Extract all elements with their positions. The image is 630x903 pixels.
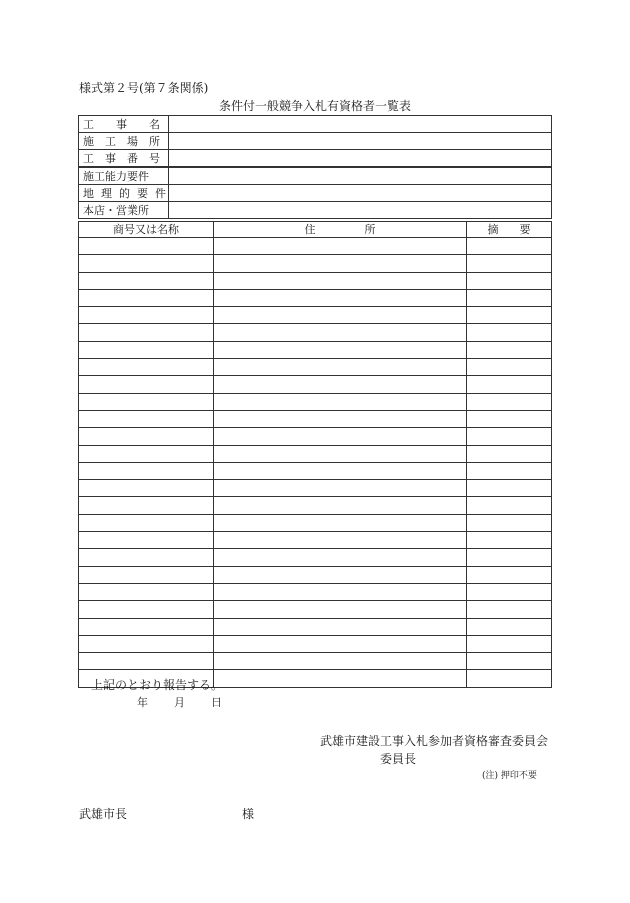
table-row [79, 480, 552, 497]
cell-address[interactable] [214, 428, 467, 445]
cell-address[interactable] [214, 272, 467, 289]
cell-address[interactable] [214, 583, 467, 600]
cell-company-name[interactable] [79, 289, 214, 306]
cell-company-name[interactable] [79, 618, 214, 635]
cell-address[interactable] [214, 653, 467, 670]
cell-address[interactable] [214, 289, 467, 306]
cell-remarks[interactable] [467, 670, 552, 687]
cell-company-name[interactable] [79, 238, 214, 255]
cell-remarks[interactable] [467, 445, 552, 462]
date-line [137, 694, 222, 710]
label-project-name: 工 事 名 [79, 116, 169, 133]
cell-address[interactable] [214, 376, 467, 393]
cell-remarks[interactable] [467, 289, 552, 306]
table-row [79, 566, 552, 583]
cell-address[interactable] [214, 238, 467, 255]
cell-remarks[interactable] [467, 410, 552, 427]
table-row [79, 238, 552, 255]
cell-address[interactable] [214, 359, 467, 376]
cell-remarks[interactable] [467, 255, 552, 272]
cell-remarks[interactable] [467, 238, 552, 255]
table-row [79, 514, 552, 531]
cell-address[interactable] [214, 341, 467, 358]
table-row [79, 462, 552, 479]
value-construction-site[interactable] [169, 133, 552, 150]
cell-company-name[interactable] [79, 566, 214, 583]
table-row [79, 618, 552, 635]
table-row [79, 549, 552, 566]
info-row-project-name [79, 116, 552, 133]
cell-company-name[interactable] [79, 410, 214, 427]
cell-company-name[interactable] [79, 635, 214, 652]
table-row [79, 635, 552, 652]
info-row-construction-site [79, 133, 552, 150]
table-row [79, 583, 552, 600]
cell-address[interactable] [214, 410, 467, 427]
cell-company-name[interactable] [79, 549, 214, 566]
cell-company-name[interactable] [79, 445, 214, 462]
cell-remarks[interactable] [467, 376, 552, 393]
cell-remarks[interactable] [467, 549, 552, 566]
label-office: 本店・営業所 [79, 202, 169, 219]
cell-remarks[interactable] [467, 635, 552, 652]
cell-company-name[interactable] [79, 428, 214, 445]
chairman-title: 委員長 [380, 752, 417, 766]
seal-note: (注) 押印不要 [482, 771, 537, 781]
cell-remarks[interactable] [467, 514, 552, 531]
cell-address[interactable] [214, 670, 467, 687]
cell-remarks[interactable] [467, 566, 552, 583]
cell-address[interactable] [214, 497, 467, 514]
cell-company-name[interactable] [79, 480, 214, 497]
header-address: 住 所 [214, 222, 467, 238]
info-row-capability [79, 167, 552, 185]
cell-company-name[interactable] [79, 583, 214, 600]
cell-address[interactable] [214, 618, 467, 635]
value-project-name[interactable] [169, 116, 552, 133]
cell-remarks[interactable] [467, 341, 552, 358]
table-row [79, 307, 552, 324]
table-row [79, 601, 552, 618]
cell-company-name[interactable] [79, 601, 214, 618]
table-row [79, 497, 552, 514]
table-row [79, 428, 552, 445]
date-year: 年 [137, 696, 148, 709]
cell-company-name[interactable] [79, 359, 214, 376]
cell-remarks[interactable] [467, 307, 552, 324]
label-geographic: 地 理 的 要 件 [79, 185, 169, 202]
value-project-number[interactable] [169, 150, 552, 168]
cell-remarks[interactable] [467, 653, 552, 670]
cell-address[interactable] [214, 514, 467, 531]
table-row [79, 255, 552, 272]
cell-company-name[interactable] [79, 324, 214, 341]
form-number: 様式第２号(第７条関係) [79, 81, 209, 95]
cell-address[interactable] [214, 566, 467, 583]
cell-company-name[interactable] [79, 393, 214, 410]
table-row [79, 376, 552, 393]
cell-address[interactable] [214, 445, 467, 462]
value-office[interactable] [169, 202, 552, 219]
committee-name: 武雄市建設工事入札参加者資格審査委員会 [320, 734, 549, 748]
cell-address[interactable] [214, 307, 467, 324]
table-row [79, 289, 552, 306]
cell-company-name[interactable] [79, 272, 214, 289]
cell-remarks[interactable] [467, 601, 552, 618]
list-body [79, 238, 552, 688]
addressee: 武雄市長 [79, 807, 128, 821]
cell-remarks[interactable] [467, 618, 552, 635]
honorific: 様 [242, 807, 255, 821]
table-row [79, 653, 552, 670]
table-row [79, 324, 552, 341]
cell-address[interactable] [214, 601, 467, 618]
value-capability[interactable] [169, 167, 552, 185]
label-project-number: 工 事 番 号 [79, 150, 169, 168]
cell-company-name[interactable] [79, 462, 214, 479]
form-title: 条件付一般競争入札有資格者一覧表 [218, 99, 411, 113]
project-info-table [78, 115, 552, 219]
list-header-row [79, 222, 552, 238]
cell-remarks[interactable] [467, 393, 552, 410]
cell-address[interactable] [214, 480, 467, 497]
table-row [79, 410, 552, 427]
info-row-geographic [79, 185, 552, 202]
header-company-name: 商号又は名称 [79, 222, 214, 238]
cell-remarks[interactable] [467, 428, 552, 445]
cell-address[interactable] [214, 393, 467, 410]
cell-address[interactable] [214, 549, 467, 566]
cell-company-name[interactable] [79, 307, 214, 324]
cell-address[interactable] [214, 532, 467, 549]
cell-company-name[interactable] [79, 514, 214, 531]
table-row [79, 359, 552, 376]
table-row [79, 445, 552, 462]
label-capability: 施工能力要件 [79, 167, 169, 185]
info-row-project-number [79, 150, 552, 168]
label-construction-site: 施 工 場 所 [79, 133, 169, 150]
cell-remarks[interactable] [467, 583, 552, 600]
report-statement: 上記のとおり報告する。 [91, 678, 224, 692]
info-row-office [79, 202, 552, 219]
cell-company-name[interactable] [79, 497, 214, 514]
cell-remarks[interactable] [467, 324, 552, 341]
cell-company-name[interactable] [79, 255, 214, 272]
cell-remarks[interactable] [467, 462, 552, 479]
table-row [79, 393, 552, 410]
cell-address[interactable] [214, 324, 467, 341]
cell-remarks[interactable] [467, 359, 552, 376]
cell-company-name[interactable] [79, 653, 214, 670]
date-month: 月 [174, 696, 185, 709]
table-row [79, 272, 552, 289]
cell-remarks[interactable] [467, 497, 552, 514]
cell-address[interactable] [214, 462, 467, 479]
cell-company-name[interactable] [79, 532, 214, 549]
table-row [79, 341, 552, 358]
value-geographic[interactable] [169, 185, 552, 202]
table-row [79, 532, 552, 549]
cell-company-name[interactable] [79, 341, 214, 358]
bidder-list-table [78, 221, 552, 688]
cell-address[interactable] [214, 635, 467, 652]
cell-remarks[interactable] [467, 480, 552, 497]
cell-company-name[interactable] [79, 376, 214, 393]
cell-remarks[interactable] [467, 272, 552, 289]
cell-address[interactable] [214, 255, 467, 272]
date-day: 日 [211, 696, 222, 709]
cell-remarks[interactable] [467, 532, 552, 549]
header-remarks: 摘 要 [467, 222, 552, 238]
